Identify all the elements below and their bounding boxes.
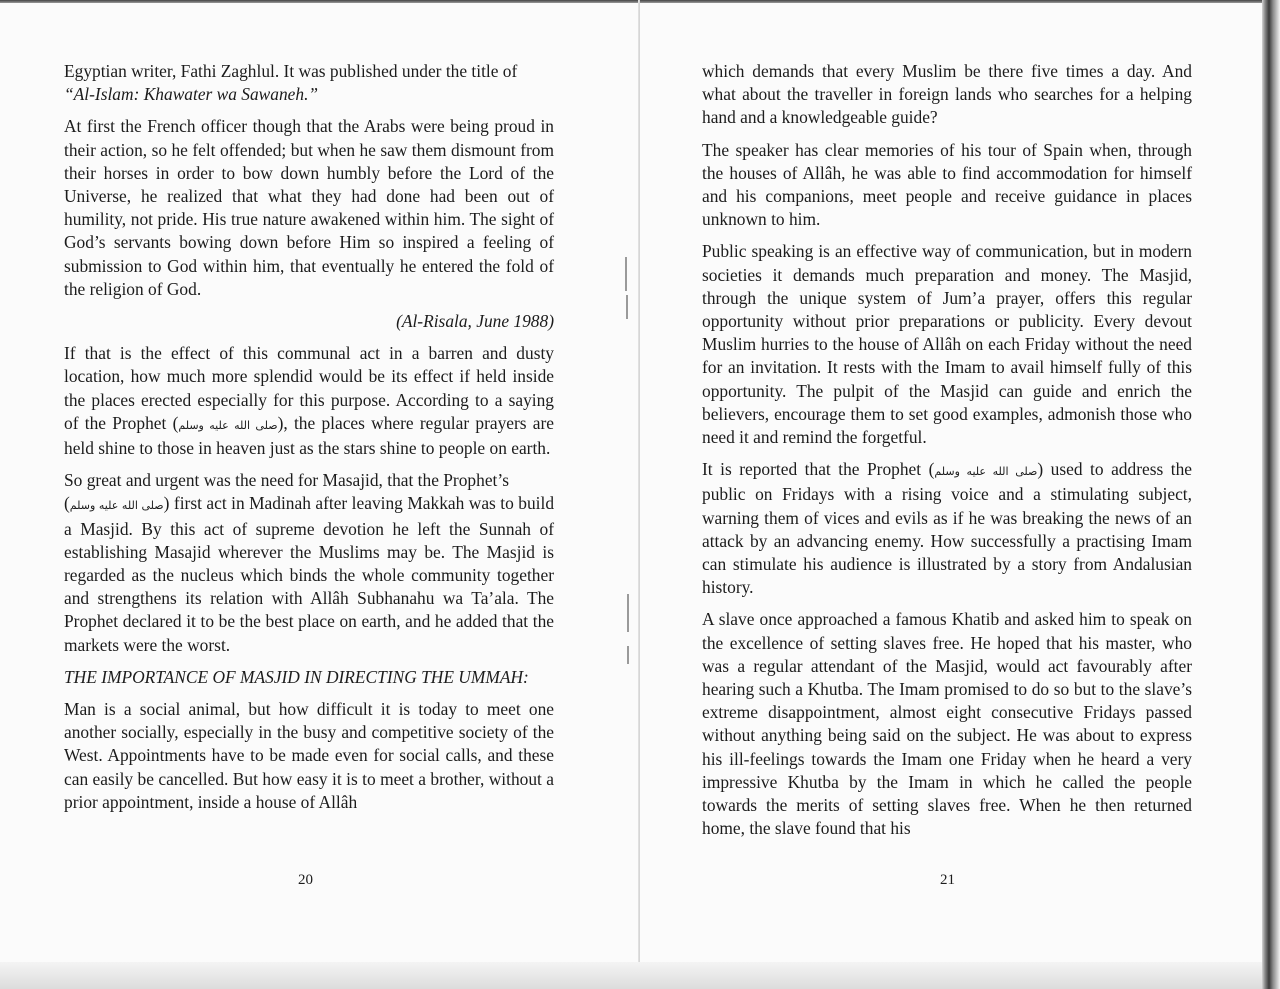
paragraph: Man is a social animal, but how difficult it is today to meet one another socially, especially in the busy and competitive society of the West. Appointments have to be made even for social calls, and these can easily be cancelled. But how easy it is to meet a brother, without a prior appointment, inside a house of Allâh [64, 699, 554, 812]
paragraph: which demands that every Muslim be there five times a day. And what about the traveller in foreign lands who searches for a helping hand and a knowledgeable guide? [702, 61, 1192, 128]
arabic-salutation: صلى الله عليه وسلم [69, 499, 164, 513]
bottom-edge-shadow [0, 962, 1262, 989]
scan-mark [627, 594, 629, 632]
scan-mark [625, 257, 627, 291]
right-page [702, 60, 1192, 850]
scan-mark [626, 295, 628, 319]
paragraph: Egyptian writer, Fathi Zaghlul. It was published under the title of “Al-Islam: Khawater wa Sawaneh.” [64, 61, 518, 105]
paragraph: Public speaking is an effective way of communication, but in modern societies it demands much preparation and money. The Masjid, through the unique system of Jum’a prayer, offers this regular opportunity without prior preparations or publicity. Every devout Muslim hurries to the house of Allâh on each Friday without the need for an invitation. It rests with the Imam to avail himself fully of this opportunity. The pulpit of the Masjid can guide and enrich the believers, encourage them to set good examples, admonish those who need it and remind the forgetful. [702, 241, 1192, 448]
citation: (Al-Risala, June 1988) [396, 311, 554, 332]
section-heading: THE IMPORTANCE OF MASJID IN DIRECTING THE UMMAH: [64, 666, 529, 687]
page-number: 20 [298, 872, 313, 888]
paragraph: So great and urgent was the need for Masajid, that the Prophet’s (صلى الله عليه وسلم) first act in Madinah after leaving Makkah was to build a Masjid. By this act of supreme devotion he left the Sunnah of establishing Masajid wherever the Muslims may be. The Masjid is regarded as the nucleus which binds the whole community together and strengthens its relation with Allâh Subhanahu wa Ta’ala. The Prophet declared it to be the best place on earth, and he added that the markets were the worst. [64, 470, 555, 655]
top-edge-shadow [0, 0, 1280, 3]
paragraph: It is reported that the Prophet (صلى الله عليه وسلم) used to address the public on Fridays with a rising voice and a stimulating subject, warning them of vices and evils as if he was breaking the news of an attack by an advancing enemy. How successfully a practising Imam can stimulate his audience is illustrated by a story from Andalusian history. [702, 459, 1192, 598]
paragraph: At first the French officer though that the Arabs were being proud in their action, so he felt offended; but when he saw them dismount from their horses in order to bow down humbly before the Lord of the Universe, he realized that what they had done had been out of humility, not pride. His true nature awakened within him. The sight of God’s servants bowing down before Him so inspired a feeling of submission to God within him, that eventually he entered the fold of the religion of God. [64, 116, 554, 299]
paragraph: A slave once approached a famous Khatib and asked him to speak on the excellence of setting slaves free. He hoped that his master, who was a regular attendant of the Masjid, would act favourably after hearing such a Khutba. The Imam promised to do so but to the slave’s extreme disappointment, almost eight consecutive Fridays passed without anything being said on the subject. He was about to express his ill-feelings towards the Imam one Friday when he heard a very impressive Khutba by the Imam in which he called the people towards the merits of setting slaves free. When he then returned home, the slave found that his [702, 609, 1192, 839]
arabic-salutation: صلى الله عليه وسلم [934, 465, 1038, 479]
right-page-edge [1262, 0, 1280, 989]
page-number: 21 [940, 872, 955, 888]
scan-mark [627, 646, 629, 664]
paragraph: The speaker has clear memories of his tour of Spain when, through the houses of Allâh, he was able to find accommodation for himself and his companions, meet people and receive guidance in places unknown to him. [702, 139, 1192, 230]
arabic-salutation: صلى الله عليه وسلم [178, 418, 278, 432]
book-spine [638, 0, 640, 989]
left-page [64, 60, 554, 823]
book-title: “Al-Islam: Khawater wa Sawaneh.” [64, 84, 319, 105]
paragraph: If that is the effect of this communal act in a barren and dusty location, how much more splendid would be its effect if held inside the places erected especially for this purpose. According to a saying of the Prophet (صلى الله عليه وسلم), the places where regular prayers are held shine to those in heaven just as the stars shine to people on earth. [64, 343, 555, 459]
